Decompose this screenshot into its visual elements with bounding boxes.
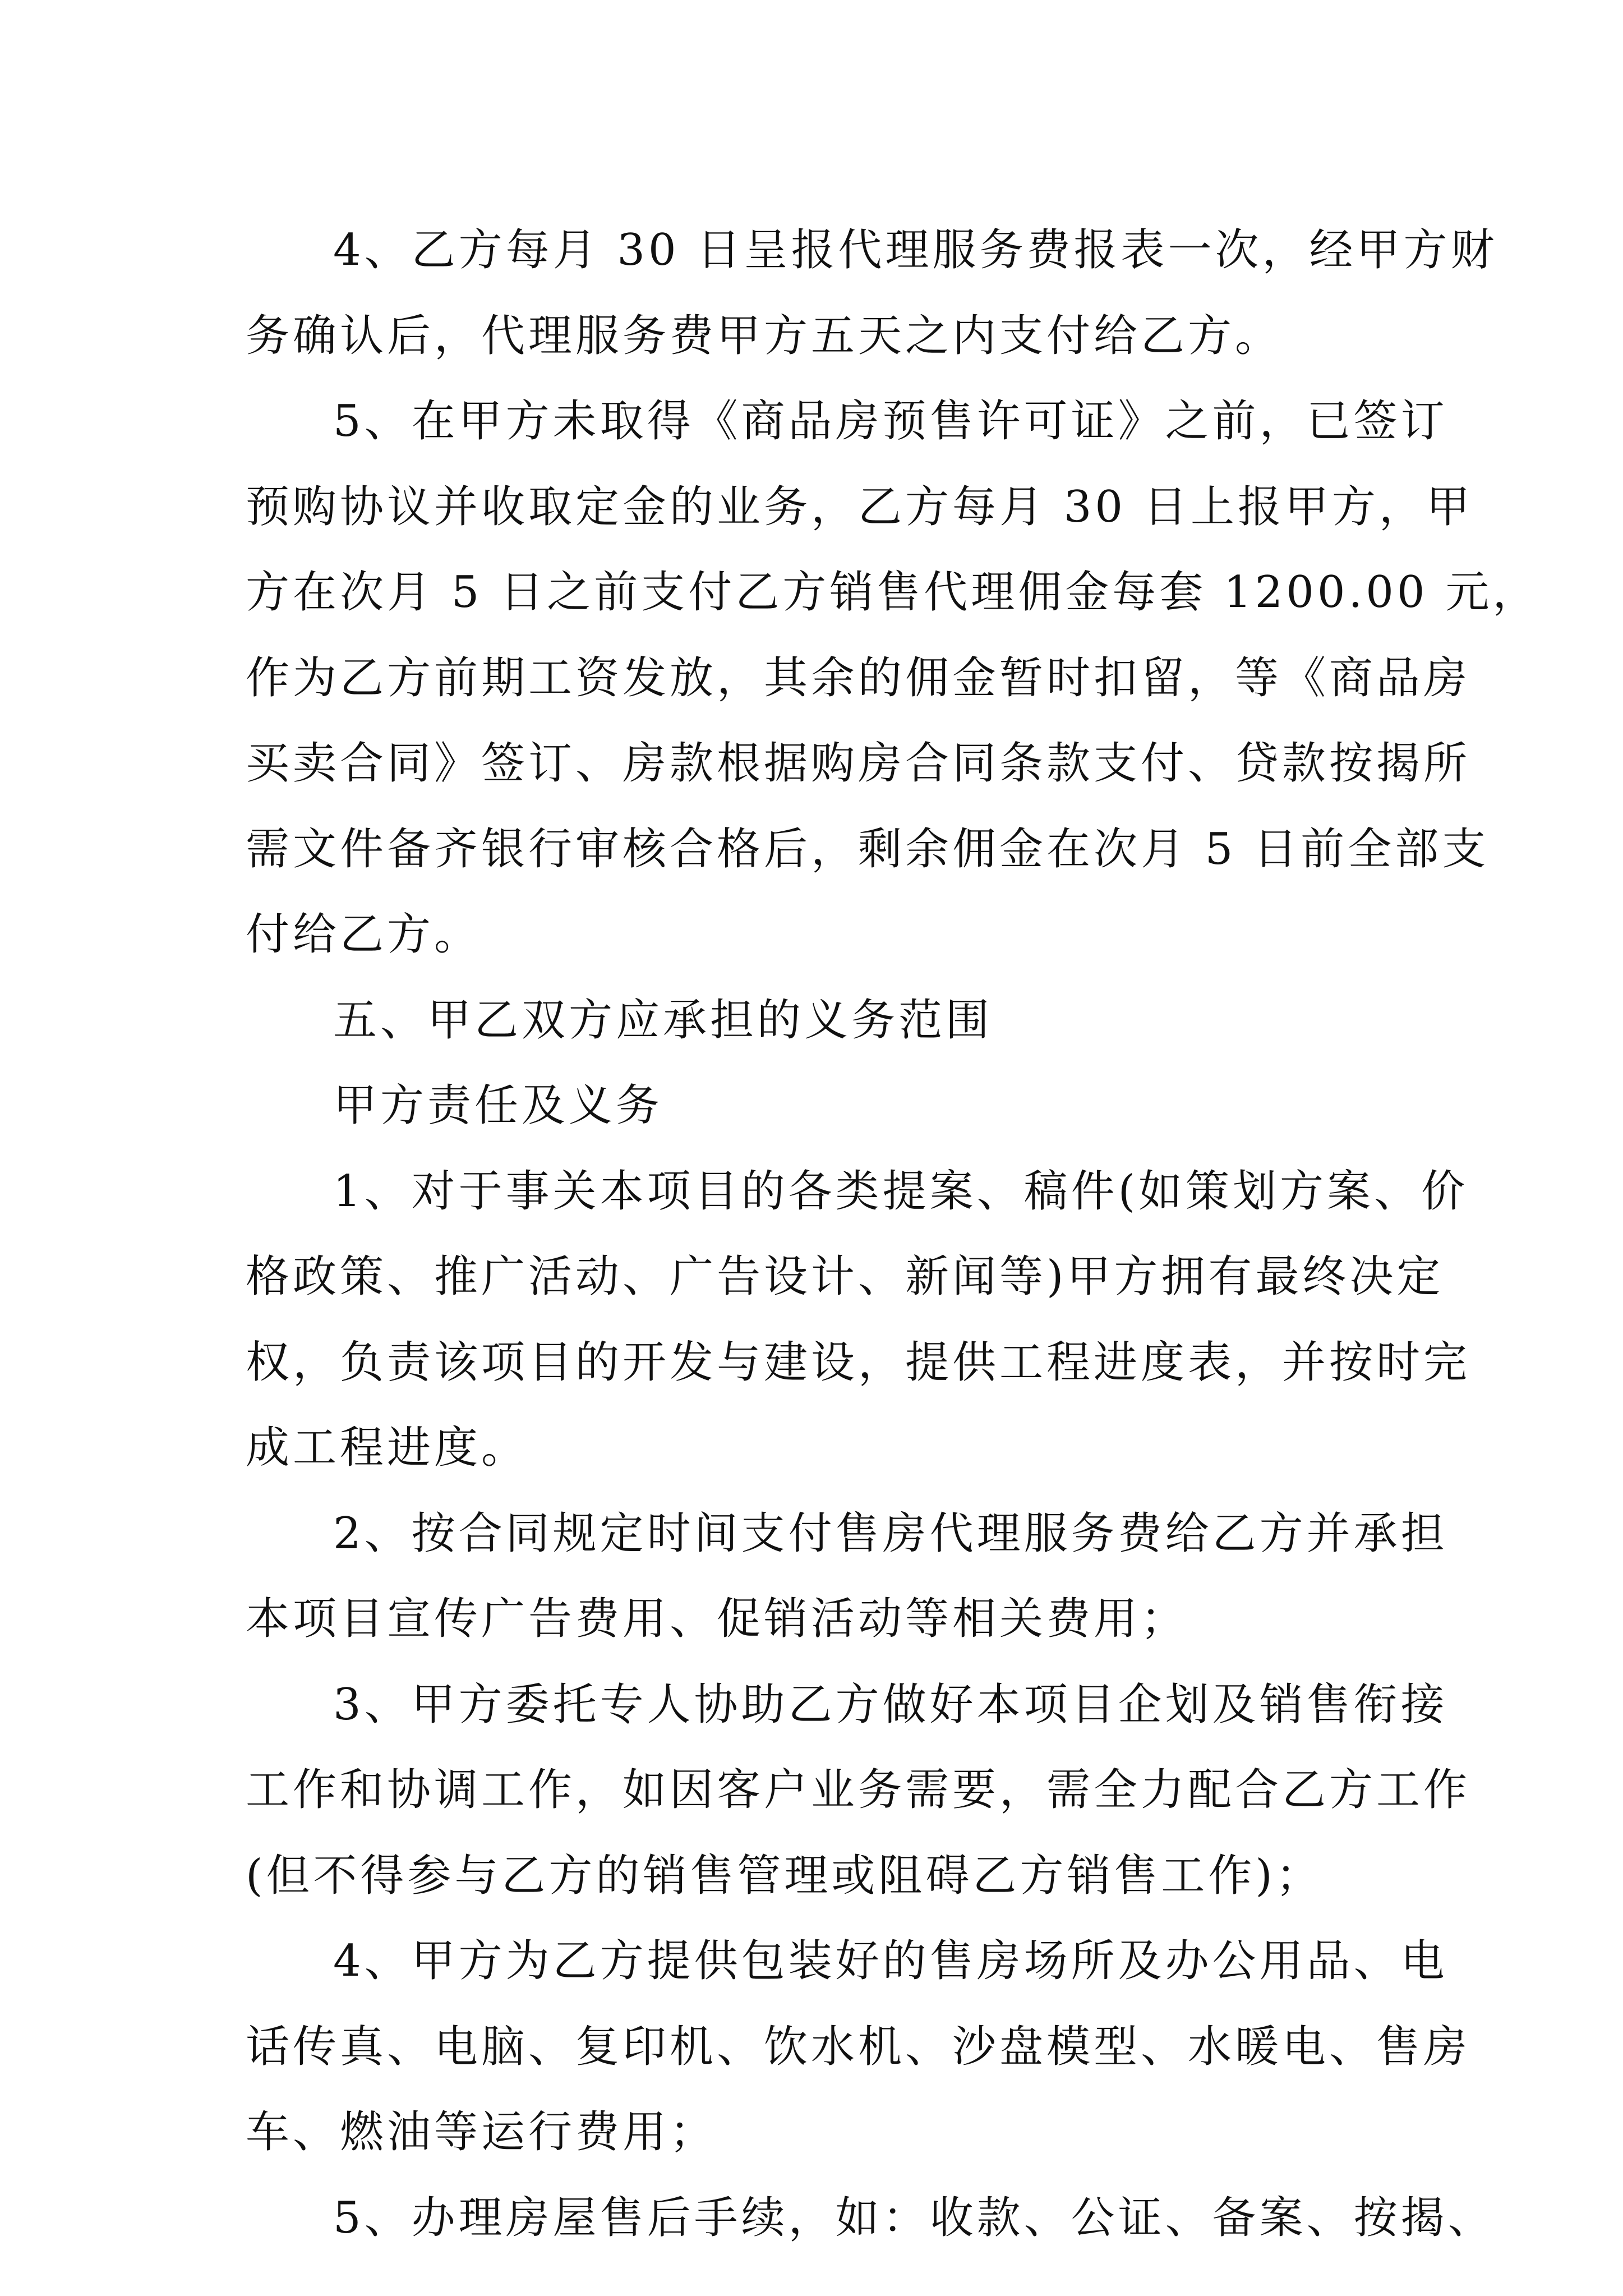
document-body	[246, 208, 1540, 2261]
text-line: 权，负责该项目的开发与建设，提供工程进度表，并按时完	[246, 1337, 1471, 1388]
paragraph	[246, 379, 1540, 978]
text-line: 2、按合同规定时间支付售房代理服务费给乙方并承担	[333, 1508, 1448, 1559]
subsection-heading	[246, 1063, 1395, 1149]
text-line: 方在次月 5 日之前支付乙方销售代理佣金每套 1200.00 元，	[246, 567, 1540, 618]
text-line: 1、对于事关本项目的各类提案、稿件(如策划方案、价	[333, 1166, 1469, 1217]
text-line: 五、甲乙双方应承担的义务范围	[333, 995, 993, 1046]
text-line: 3、甲方委托专人协助乙方做好本项目企划及销售衔接	[333, 1679, 1448, 1730]
paragraph	[246, 2175, 1495, 2261]
text-line: 买卖合同》签订、房款根据购房合同条款支付、贷款按揭所	[246, 738, 1471, 789]
paragraph	[246, 1491, 1448, 1662]
paragraph	[246, 1918, 1471, 2175]
text-line: 工作和协调工作，如因客户业务需要，需全力配合乙方工作	[246, 1765, 1471, 1815]
paragraph	[246, 208, 1498, 379]
text-line: 格政策、推广活动、广告设计、新闻等)甲方拥有最终决定	[246, 1251, 1444, 1302]
text-line: 本项目宣传广告费用、促销活动等相关费用；	[246, 1594, 1188, 1644]
text-line: 务确认后，代理服务费甲方五天之内支付给乙方。	[246, 310, 1283, 361]
section-heading	[246, 978, 1395, 1064]
text-line: 作为乙方前期工资发放，其余的佣金暂时扣留，等《商品房	[246, 652, 1471, 703]
text-line: 预购协议并收取定金的业务，乙方每月 30 日上报甲方，甲	[246, 481, 1473, 532]
text-line: 车、燃油等运行费用；	[246, 2107, 717, 2157]
text-line: 5、办理房屋售后手续，如：收款、公证、备案、按揭、	[333, 2192, 1495, 2243]
text-line: (但不得参与乙方的销售管理或阻碍乙方销售工作)；	[246, 1850, 1323, 1901]
text-line: 话传真、电脑、复印机、饮水机、沙盘模型、水暖电、售房	[246, 2021, 1471, 2072]
text-line: 5、在甲方未取得《商品房预售许可证》之前，已签订	[333, 396, 1448, 447]
text-line: 4、甲方为乙方提供包装好的售房场所及办公用品、电	[333, 1936, 1448, 1986]
text-line: 成工程进度。	[246, 1423, 529, 1473]
text-line: 需文件备齐银行审核合格后，剩余佣金在次月 5 日前全部支	[246, 823, 1490, 875]
paragraph	[246, 1662, 1471, 1919]
text-line: 4、乙方每月 30 日呈报代理服务费报表一次，经甲方财	[333, 225, 1498, 275]
text-line: 付给乙方。	[246, 909, 482, 960]
paragraph	[246, 1149, 1471, 1491]
text-line: 甲方责任及义务	[333, 1080, 663, 1131]
